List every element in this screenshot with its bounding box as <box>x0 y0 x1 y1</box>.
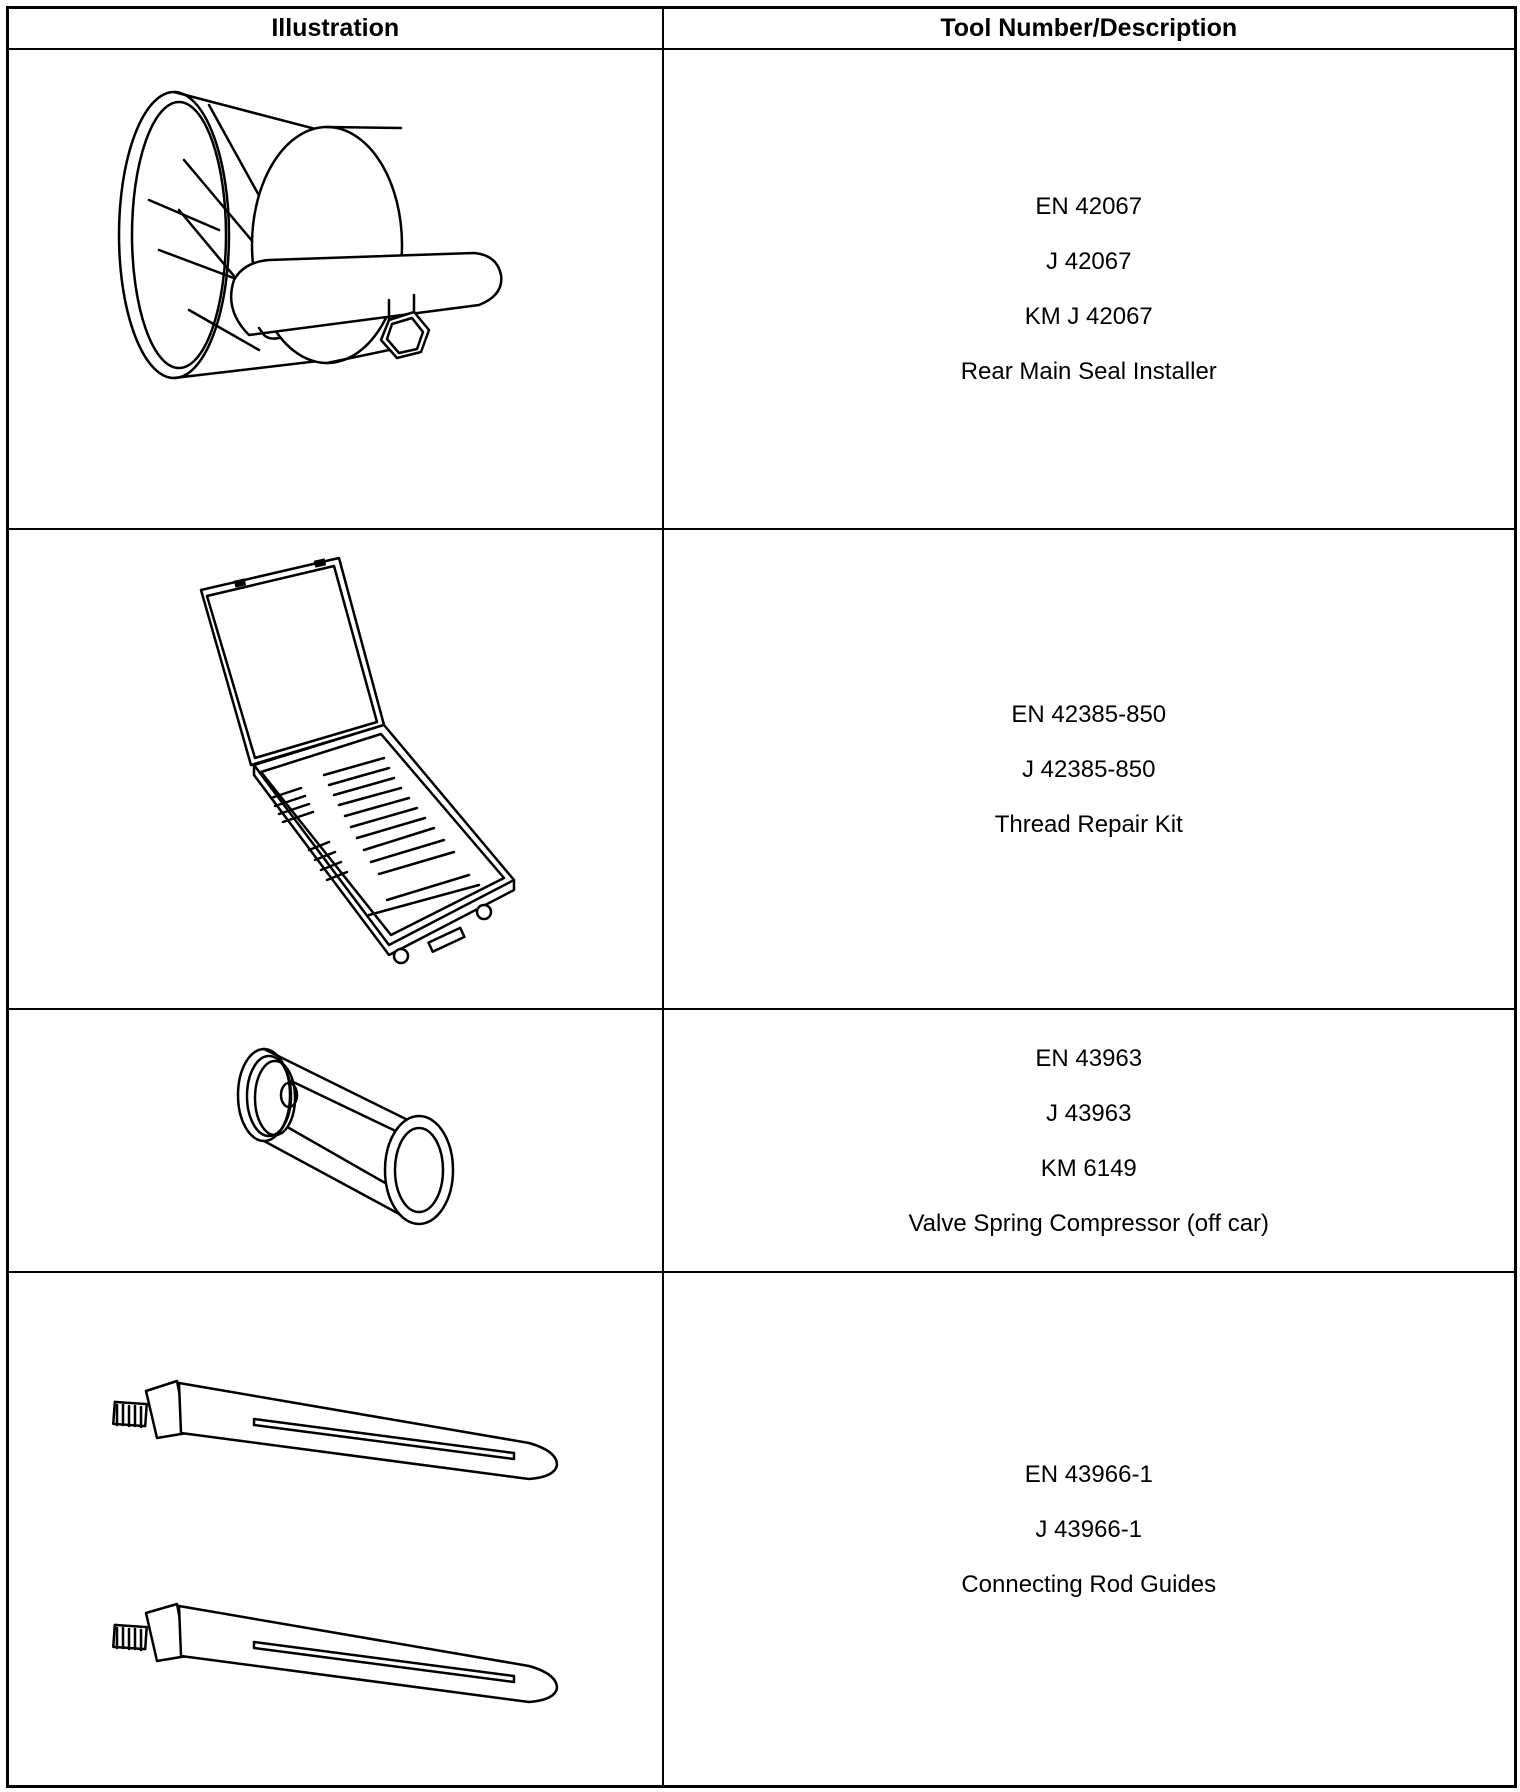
tool-description-header: Tool Number/Description <box>663 8 1516 50</box>
tool-number-j: J 43966-1 <box>1035 1515 1143 1543</box>
tool-number-en: EN 43963 <box>1035 1044 1143 1072</box>
tool-description: Connecting Rod Guides <box>961 1570 1217 1598</box>
header-row <box>8 8 1516 50</box>
tool-number-j: J 42067 <box>1046 248 1132 275</box>
tool-number-j: J 43963 <box>1046 1099 1132 1127</box>
description-cell <box>663 1009 1516 1272</box>
description-cell <box>663 1272 1516 1787</box>
illustration-header: Illustration <box>8 8 663 50</box>
description-cell <box>663 49 1516 529</box>
table-row <box>8 1009 1516 1272</box>
description-cell <box>663 529 1516 1009</box>
tool-number-km: KM 6149 <box>1040 1154 1137 1182</box>
tool-description: Rear Main Seal Installer <box>960 358 1217 385</box>
illustration-cell <box>8 1009 663 1272</box>
tool-number-en: EN 43966-1 <box>1024 1460 1153 1488</box>
illustration-cell <box>8 529 663 1009</box>
illustration-cell <box>8 49 663 529</box>
tool-description: Valve Spring Compressor (off car) <box>908 1209 1270 1237</box>
rear-main-seal-installer-icon <box>9 50 664 528</box>
tool-number-j: J 42385-850 <box>1022 755 1156 783</box>
connecting-rod-guides-icon <box>9 1273 664 1785</box>
tool-description: Thread Repair Kit <box>994 810 1183 838</box>
table-row <box>8 49 1516 529</box>
tool-number-en: EN 42385-850 <box>1011 700 1167 728</box>
tool-number-km: KM J 42067 <box>1024 303 1153 330</box>
illustration-cell <box>8 1272 663 1787</box>
table-row <box>8 1272 1516 1787</box>
table-row <box>8 529 1516 1009</box>
thread-repair-kit-icon <box>9 530 664 1008</box>
valve-spring-compressor-icon <box>9 1010 664 1271</box>
special-tools-table <box>6 6 1517 1788</box>
tool-number-en: EN 42067 <box>1035 193 1143 220</box>
